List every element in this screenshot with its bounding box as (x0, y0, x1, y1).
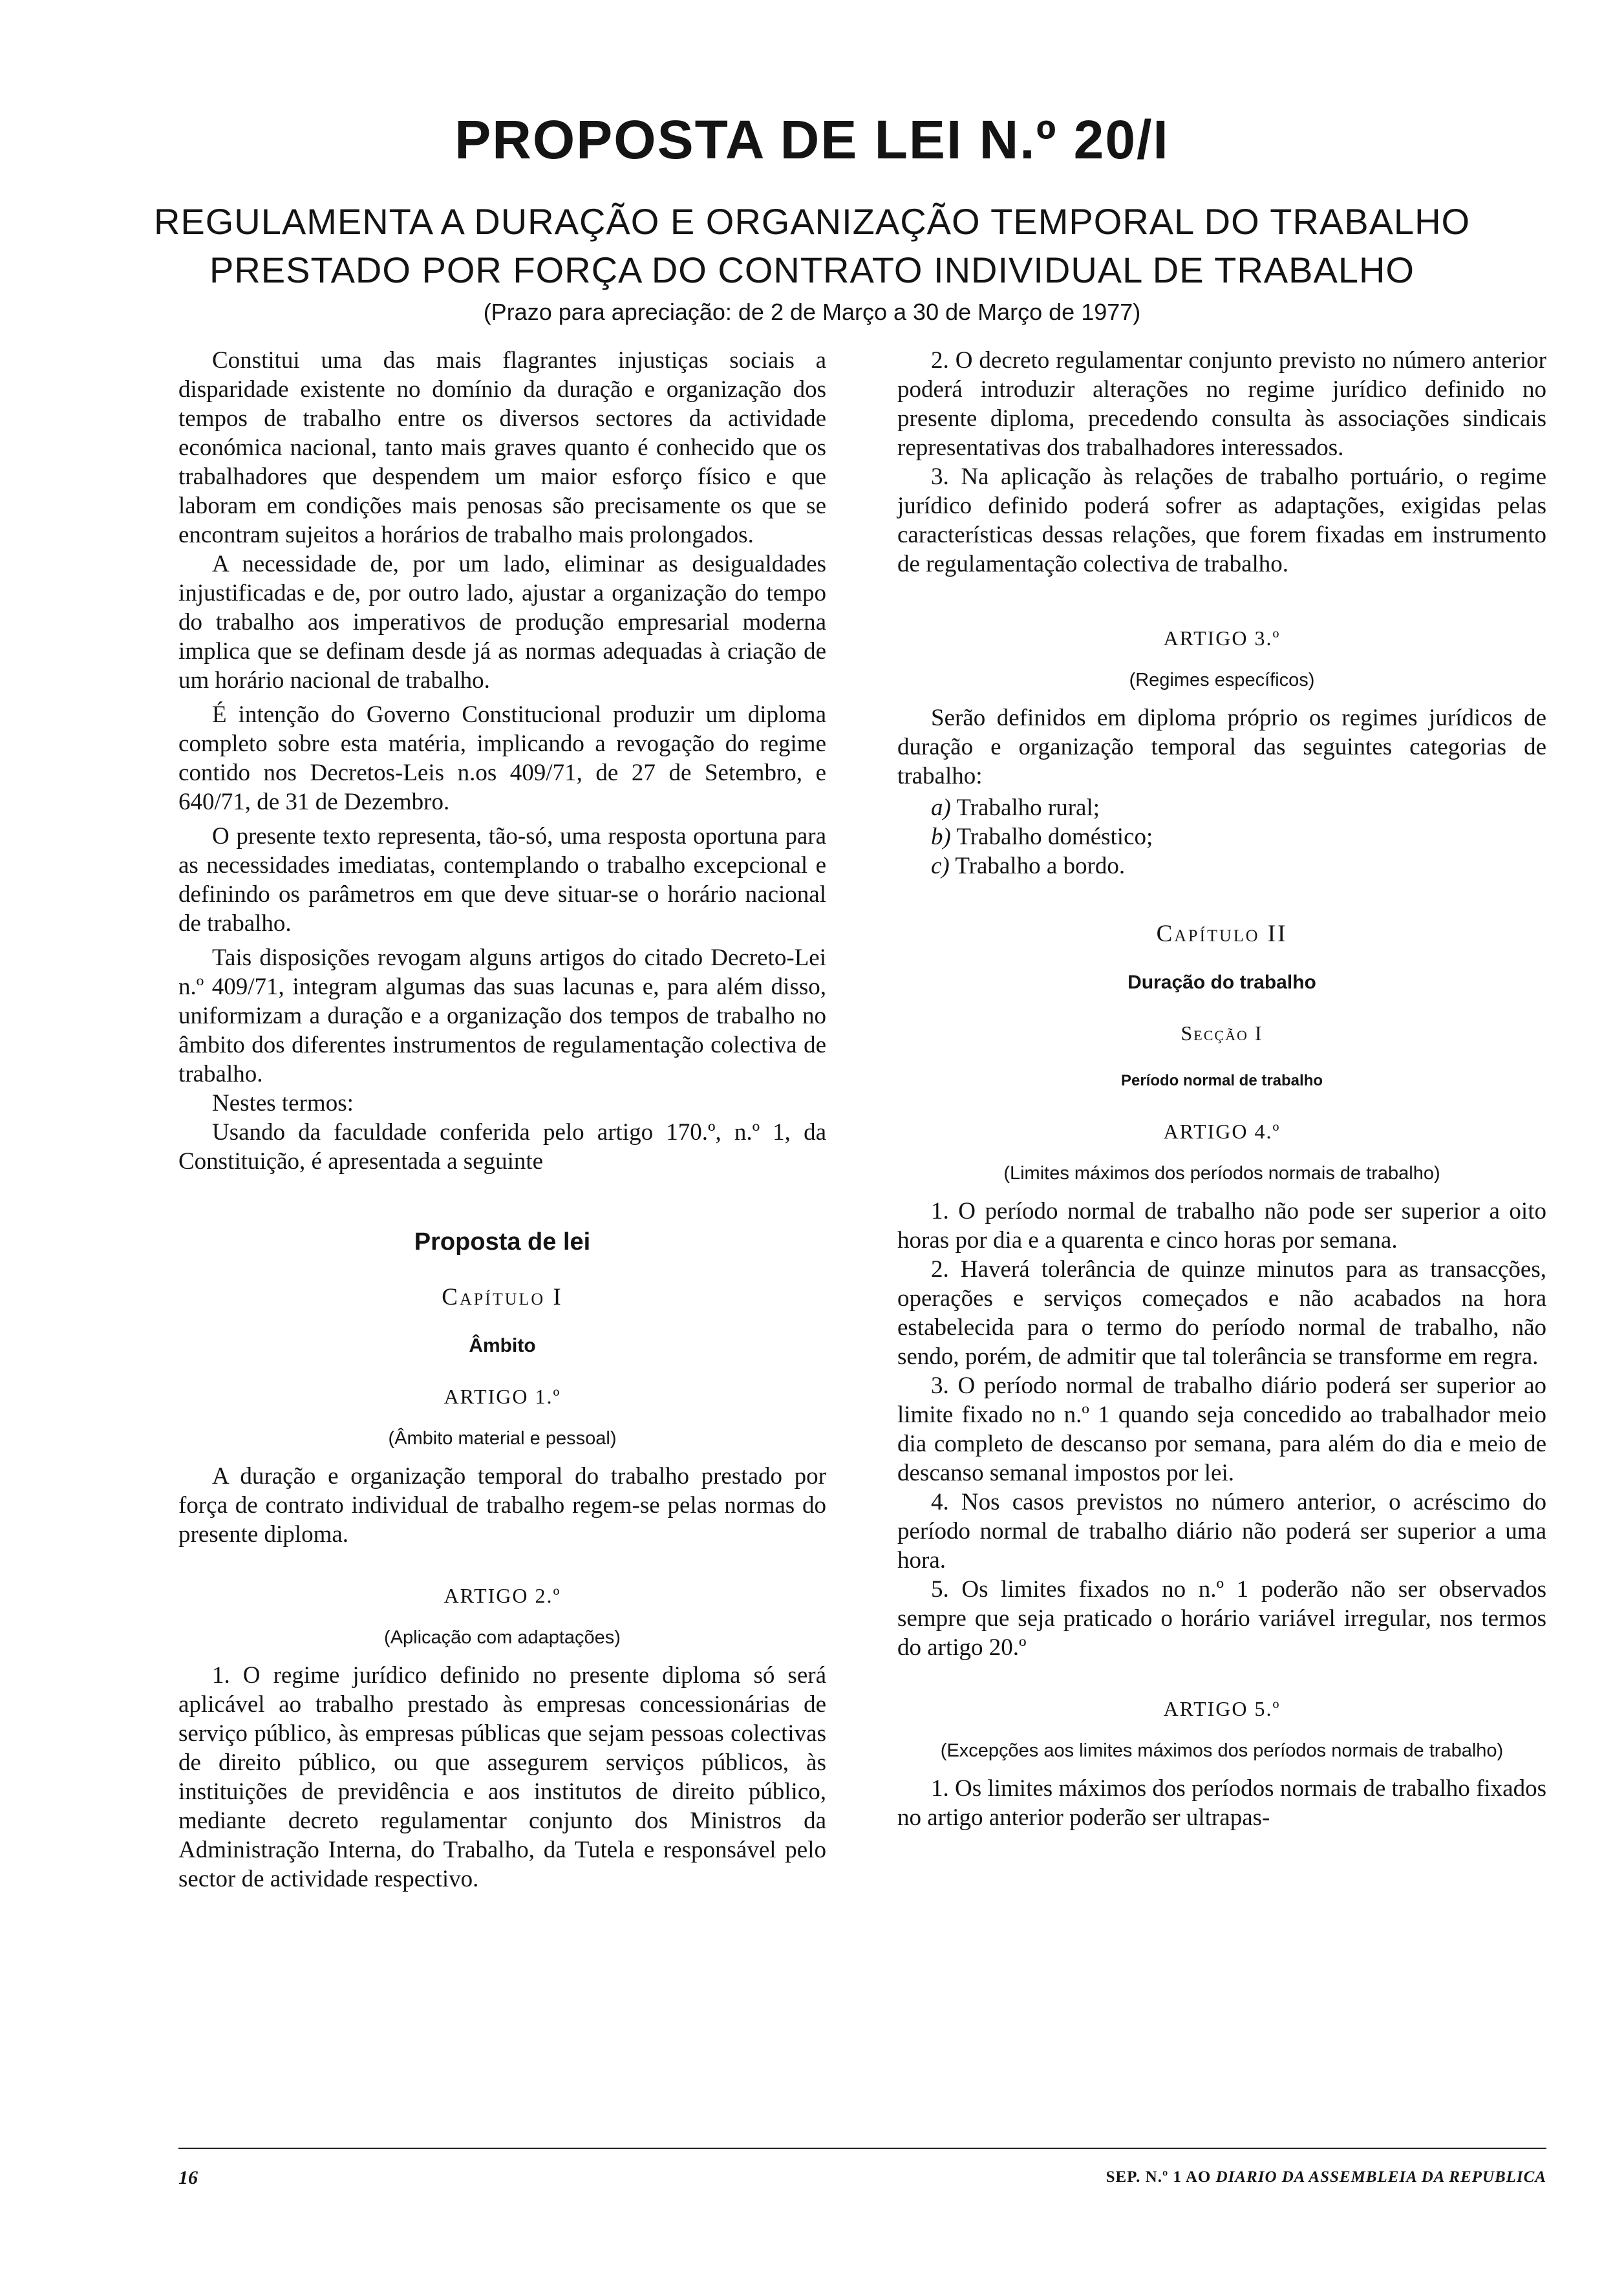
list-item (897, 851, 1546, 881)
chapter-subtitle: Âmbito (469, 1335, 536, 1356)
page-number: 16 (178, 2167, 198, 2188)
article-paragraph: 2. O decreto regulamentar conjunto previsto no número anterior poderá introduzir alterações no regime jurídico definido no presente diploma, precedendo consulta às associações sindicais representativas dos trabalhadores interessados. (897, 347, 1546, 461)
list-letter: a) (931, 795, 951, 821)
subtitle-line-1: REGULAMENTA A DURAÇÃO E ORGANIZAÇÃO TEMPORAL DO TRABALHO (153, 201, 1471, 242)
preamble-paragraph: Tais disposições revogam alguns artigos do citado Decreto-Lei n.º 409/71, integram algumas das suas lacunas e, para além disso, uniformizam a duração e a organização dos tempos de trabalho no âmbito dos diferentes instrumentos de regulamentação colectiva de trabalho. (178, 945, 826, 1087)
article-note: (Excepções aos limites máximos dos períodos normais de trabalho) (940, 1740, 1504, 1761)
list-item (897, 822, 1546, 851)
section-subtitle: Período normal de trabalho (1120, 1072, 1323, 1089)
article-note: (Regimes específicos) (1129, 670, 1315, 690)
proposal-heading: Proposta de lei (414, 1228, 591, 1255)
article-paragraph: Serão definidos em diploma próprio os regimes jurídicos de duração e organização temporal das seguintes categorias de trabalho: (897, 705, 1546, 789)
preamble-paragraph: A necessidade de, por um lado, eliminar as desigualdades injustificadas e de, por outro lado, ajustar a organização do tempo do trabalho aos imperativos de produção empresarial moderna implica que se definam desde já as normas adequadas à criação de um horário nacional de trabalho. (178, 551, 826, 694)
article-heading: ARTIGO 5.º (1163, 1697, 1281, 1720)
list-letter: c) (931, 853, 950, 879)
list-item (897, 793, 1546, 822)
preamble-paragraph: Usando da faculdade conferida pelo artigo 170.º, n.º 1, da Constituição, é apresentada a seguinte (178, 1119, 826, 1175)
article-paragraph: 3. Na aplicação às relações de trabalho portuário, o regime jurídico definido poderá sofrer as adaptações, exigidas pelas características dessas relações, que forem fixadas em instrumento de regulamentação colectiva de trabalho. (897, 464, 1546, 577)
article-heading: ARTIGO 2.º (443, 1584, 561, 1607)
chapter-heading: Capítulo II (1156, 921, 1288, 947)
article-note: (Aplicação com adaptações) (384, 1627, 621, 1648)
page-title: PROPOSTA DE LEI N.º 20/I (454, 109, 1170, 170)
subtitle-line-2: PRESTADO POR FORÇA DO CONTRATO INDIVIDUAL DE TRABALHO (209, 250, 1415, 290)
article-heading: ARTIGO 3.º (1163, 626, 1281, 650)
chapter-heading: Capítulo I (442, 1284, 563, 1310)
article-heading: ARTIGO 4.º (1163, 1120, 1281, 1143)
preamble-paragraph: Nestes termos: (212, 1090, 354, 1116)
chapter-subtitle: Duração do trabalho (1127, 972, 1316, 993)
publication-name: DIARIO DA ASSEMBLEIA DA REPUBLICA (1215, 2168, 1546, 2186)
preamble-paragraph: É intenção do Governo Constitucional produzir um diploma completo sobre esta matéria, implicando a revogação do regime contido nos Decretos-Leis n.os 409/71, de 27 de Setembro, e 640/71, de 31 de Dezembro. (178, 701, 826, 815)
article-heading: ARTIGO 1.º (443, 1385, 561, 1408)
right-column (897, 346, 1546, 1832)
publication-footer (1106, 2168, 1546, 2186)
article-paragraph: 1. O período normal de trabalho não pode ser superior a oito horas por dia e a quarenta e cinco horas por semana. (897, 1198, 1546, 1254)
article-note: (Âmbito material e pessoal) (388, 1428, 617, 1449)
appraisal-period: (Prazo para apreciação: de 2 de Março a 30 de Março de 1977) (483, 299, 1141, 325)
article-paragraph: 1. Os limites máximos dos períodos normais de trabalho fixados no artigo anterior poderão ser ultrapas- (897, 1775, 1546, 1831)
list-text: Trabalho doméstico; (956, 824, 1153, 850)
list-text: Trabalho a bordo. (955, 853, 1126, 879)
article-paragraph: 1. O regime jurídico definido no presente diploma só será aplicável ao trabalho prestado às empresas concessionárias de serviço público, às empresas públicas que sejam pessoas colectivas de direito público, ou que assegurem serviços públicos, às instituições de previdência e aos institutos de direito público, mediante decreto regulamentar conjunto dos Ministros da Administração Interna, do Trabalho, da Tutela e responsável pelo sector de actividade respectivo. (178, 1662, 826, 1892)
list-text: Trabalho rural; (956, 795, 1100, 821)
left-column (178, 346, 826, 1894)
article-note: (Limites máximos dos períodos normais de trabalho) (1003, 1163, 1440, 1184)
list-letter: b) (931, 824, 951, 850)
article-paragraph: 4. Nos casos previstos no número anterior, o acréscimo do período normal de trabalho diário não poderá ser superior a uma hora. (897, 1489, 1546, 1574)
preamble-paragraph: Constitui uma das mais flagrantes injustiças sociais a disparidade existente no domínio da duração e organização dos tempos de trabalho entre os diversos sectores da actividade económica nacional, tanto mais graves quanto é conhecido que os trabalhadores que despendem um maior esforço físico e que laboram em condições mais penosas são precisamente os que se encontram sujeitos a horários de trabalho mais prolongados. (178, 347, 826, 548)
article-paragraph: 5. Os limites fixados no n.º 1 poderão não ser observados sempre que seja praticado o horário variável irregular, nos termos do artigo 20.º (897, 1576, 1546, 1661)
publication-prefix: SEP. N.º 1 AO (1106, 2168, 1212, 2186)
preamble-paragraph: O presente texto representa, tão-só, uma resposta oportuna para as necessidades imediatas, contemplando o trabalho excepcional e definindo os parâmetros em que deve situar-se o horário nacional de trabalho. (178, 823, 826, 937)
article-paragraph: A duração e organização temporal do trabalho prestado por força de contrato individual de trabalho regem-se pelas normas do presente diploma. (178, 1463, 826, 1548)
article-paragraph: 2. Haverá tolerância de quinze minutos para as transacções, operações e serviços começados e não acabados na hora estabelecida para o termo do período normal de trabalho, não sendo, porém, de admitir que tal tolerância se transforme em regra. (897, 1256, 1546, 1370)
article-paragraph: 3. O período normal de trabalho diário poderá ser superior ao limite fixado no n.º 1 quando seja concedido ao trabalhador meio dia completo de descanso por semana, para além do dia e meio de descanso semanal impostos por lei. (897, 1373, 1546, 1486)
footer-divider (178, 2148, 1546, 2149)
section-heading: Secção I (1181, 1021, 1263, 1045)
